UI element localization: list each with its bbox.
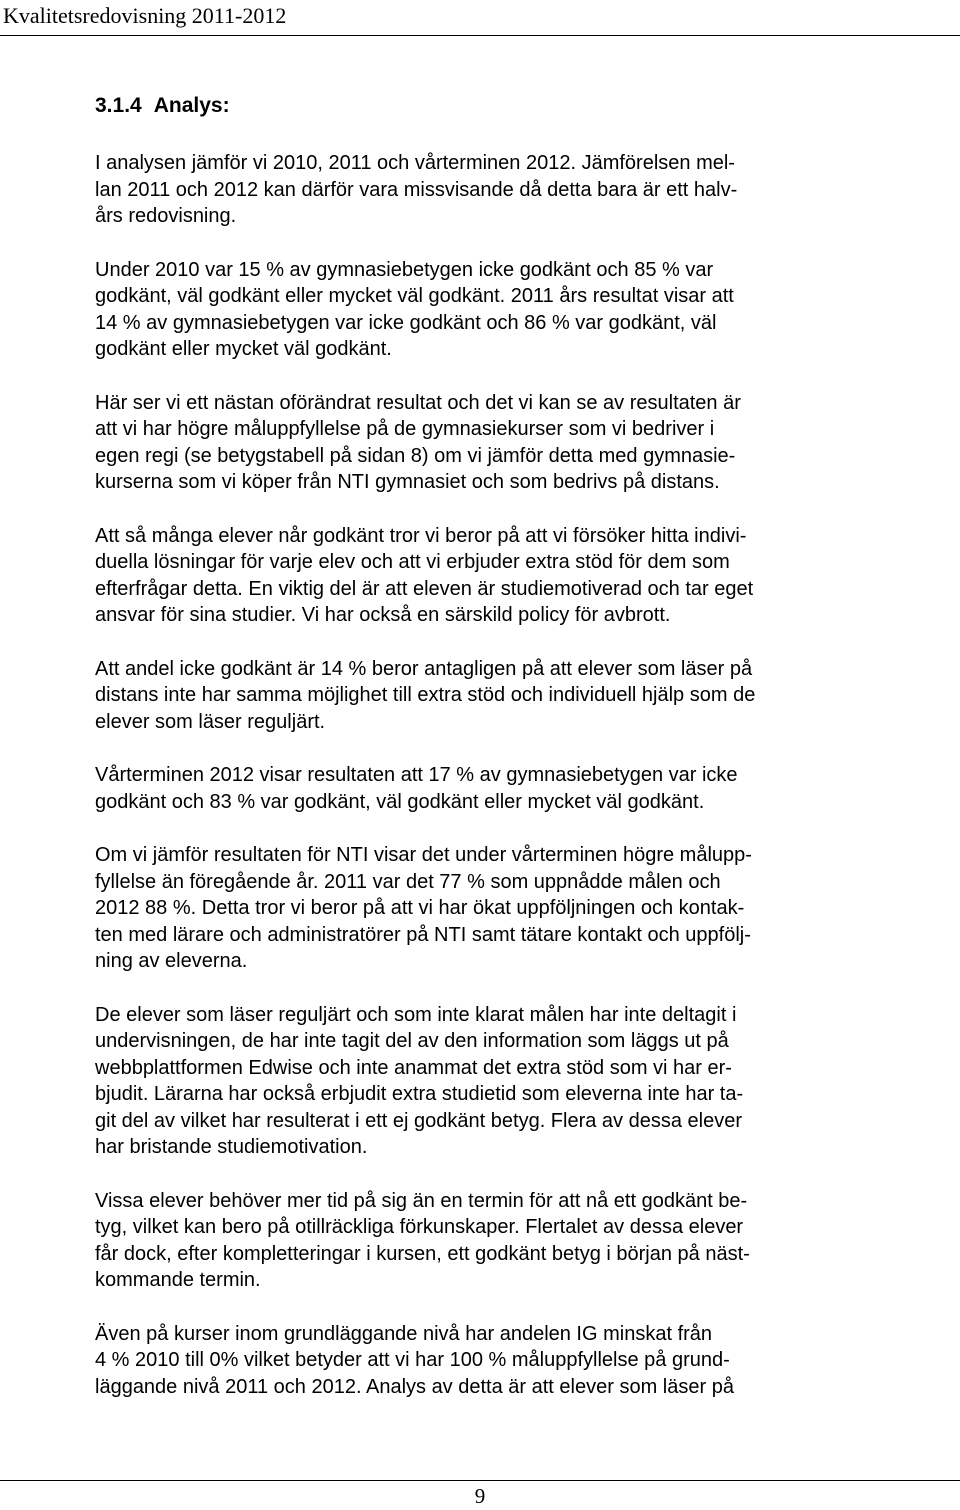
text-line: De elever som läser reguljärt och som inte klarat målen har inte deltagit i — [95, 1003, 737, 1026]
text-line: bjudit. Lärarna har också erbjudit extra studietid som eleverna inte har ta- — [95, 1083, 744, 1105]
text-line: distans inte har samma möjlighet till extra stöd och individuell hjälp som de — [95, 684, 756, 706]
text-line: tyg, vilket kan bero på otillräckliga förkunskaper. Flertalet av dessa elever — [95, 1216, 744, 1238]
text-line: ning av eleverna. — [95, 950, 248, 972]
text-line: Här ser vi ett nästan oförändrat resultat och det vi kan se av resultaten är — [95, 391, 741, 414]
body-text — [95, 150, 855, 1400]
section-title: Analys: — [153, 94, 230, 117]
paragraph — [95, 762, 855, 815]
header-rule — [0, 35, 960, 36]
footer-rule — [0, 1480, 960, 1481]
text-line: kommande termin. — [95, 1269, 261, 1291]
text-line: lan 2011 och 2012 kan därför vara missvisande då detta bara är ett halv- — [95, 178, 738, 201]
text-line: kurserna som vi köper från NTI gymnasiet och som bedrivs på distans. — [95, 471, 720, 493]
text-line: elever som läser reguljärt. — [95, 710, 326, 733]
paragraph — [95, 1188, 855, 1294]
text-line: Om vi jämför resultaten för NTI visar det under vårterminen högre målupp- — [95, 844, 752, 866]
section-heading — [95, 92, 855, 120]
paragraph — [95, 1002, 855, 1161]
text-line: läggande nivå 2011 och 2012. Analys av detta är att elever som läser på — [95, 1375, 734, 1398]
paragraph — [95, 1321, 855, 1401]
text-line: egen regi (se betygstabell på sidan 8) om vi jämför detta med gymnasie- — [95, 444, 736, 467]
text-line: undervisningen, de har inte tagit del av den information som läggs ut på — [95, 1030, 729, 1052]
text-line: Även på kurser inom grundläggande nivå har andelen IG minskat från — [95, 1322, 713, 1345]
text-line: duella lösningar för varje elev och att vi erbjuder extra stöd för dem som — [95, 551, 730, 573]
text-line: git del av vilket har resulterat i ett ej godkänt betyg. Flera av dessa elever — [95, 1109, 743, 1132]
text-line: godkänt, väl godkänt eller mycket väl godkänt. 2011 års resultat visar att — [95, 285, 734, 307]
text-line: I analysen jämför vi 2010, 2011 och vårterminen 2012. Jämförelsen mel- — [95, 152, 735, 174]
running-header — [0, 0, 960, 38]
paragraph — [95, 656, 855, 736]
text-line: ten med lärare och administratörer på NTI samt tätare kontakt och uppfölj- — [95, 923, 751, 946]
text-line: har bristande studiemotivation. — [95, 1136, 368, 1158]
text-line: Att så många elever når godkänt tror vi beror på att vi försöker hitta indivi- — [95, 524, 747, 547]
text-line: Vissa elever behöver mer tid på sig än en termin för att nå ett godkänt be- — [95, 1189, 748, 1212]
text-line: ansvar för sina studier. Vi har också en särskild policy för avbrott. — [95, 604, 671, 626]
text-line: fyllelse än föregående år. 2011 var det 77 % som uppnådde målen och — [95, 870, 721, 893]
paragraph — [95, 523, 855, 629]
section-number: 3.1.4 — [95, 94, 142, 117]
page-number: 9 — [474, 1484, 486, 1508]
text-line: års redovisning. — [95, 205, 237, 227]
text-line: godkänt och 83 % var godkänt, väl godkänt eller mycket väl godkänt. — [95, 790, 705, 813]
text-line: efterfrågar detta. En viktig del är att eleven är studiemotiverad och tar eget — [95, 577, 754, 600]
document-title: Kvalitetsredovisning 2011-2012 — [3, 3, 287, 28]
text-line: Under 2010 var 15 % av gymnasiebetygen icke godkänt och 85 % var — [95, 258, 714, 281]
text-line: 2012 88 %. Detta tror vi beror på att vi har ökat uppföljningen och kontak- — [95, 897, 745, 919]
text-line: Vårterminen 2012 visar resultaten att 17 % av gymnasiebetygen var icke — [95, 764, 738, 786]
paragraph — [95, 257, 855, 363]
text-line: webbplattformen Edwise och inte anammat det extra stöd som vi har er- — [95, 1056, 732, 1079]
text-line: 4 % 2010 till 0% vilket betyder att vi har 100 % måluppfyllelse på grund- — [95, 1349, 730, 1371]
paragraph — [95, 842, 855, 975]
text-line: får dock, efter kompletteringar i kursen, ett godkänt betyg i början på näst- — [95, 1242, 750, 1265]
paragraph — [95, 150, 855, 230]
text-line: att vi har högre måluppfyllelse på de gymnasiekurser som vi bedriver i — [95, 418, 715, 440]
page-content — [95, 92, 855, 1427]
text-line: godkänt eller mycket väl godkänt. — [95, 338, 392, 360]
text-line: Att andel icke godkänt är 14 % beror antagligen på att elever som läser på — [95, 657, 753, 680]
paragraph — [95, 390, 855, 496]
text-line: 14 % av gymnasiebetygen var icke godkänt och 86 % var godkänt, väl — [95, 311, 717, 334]
